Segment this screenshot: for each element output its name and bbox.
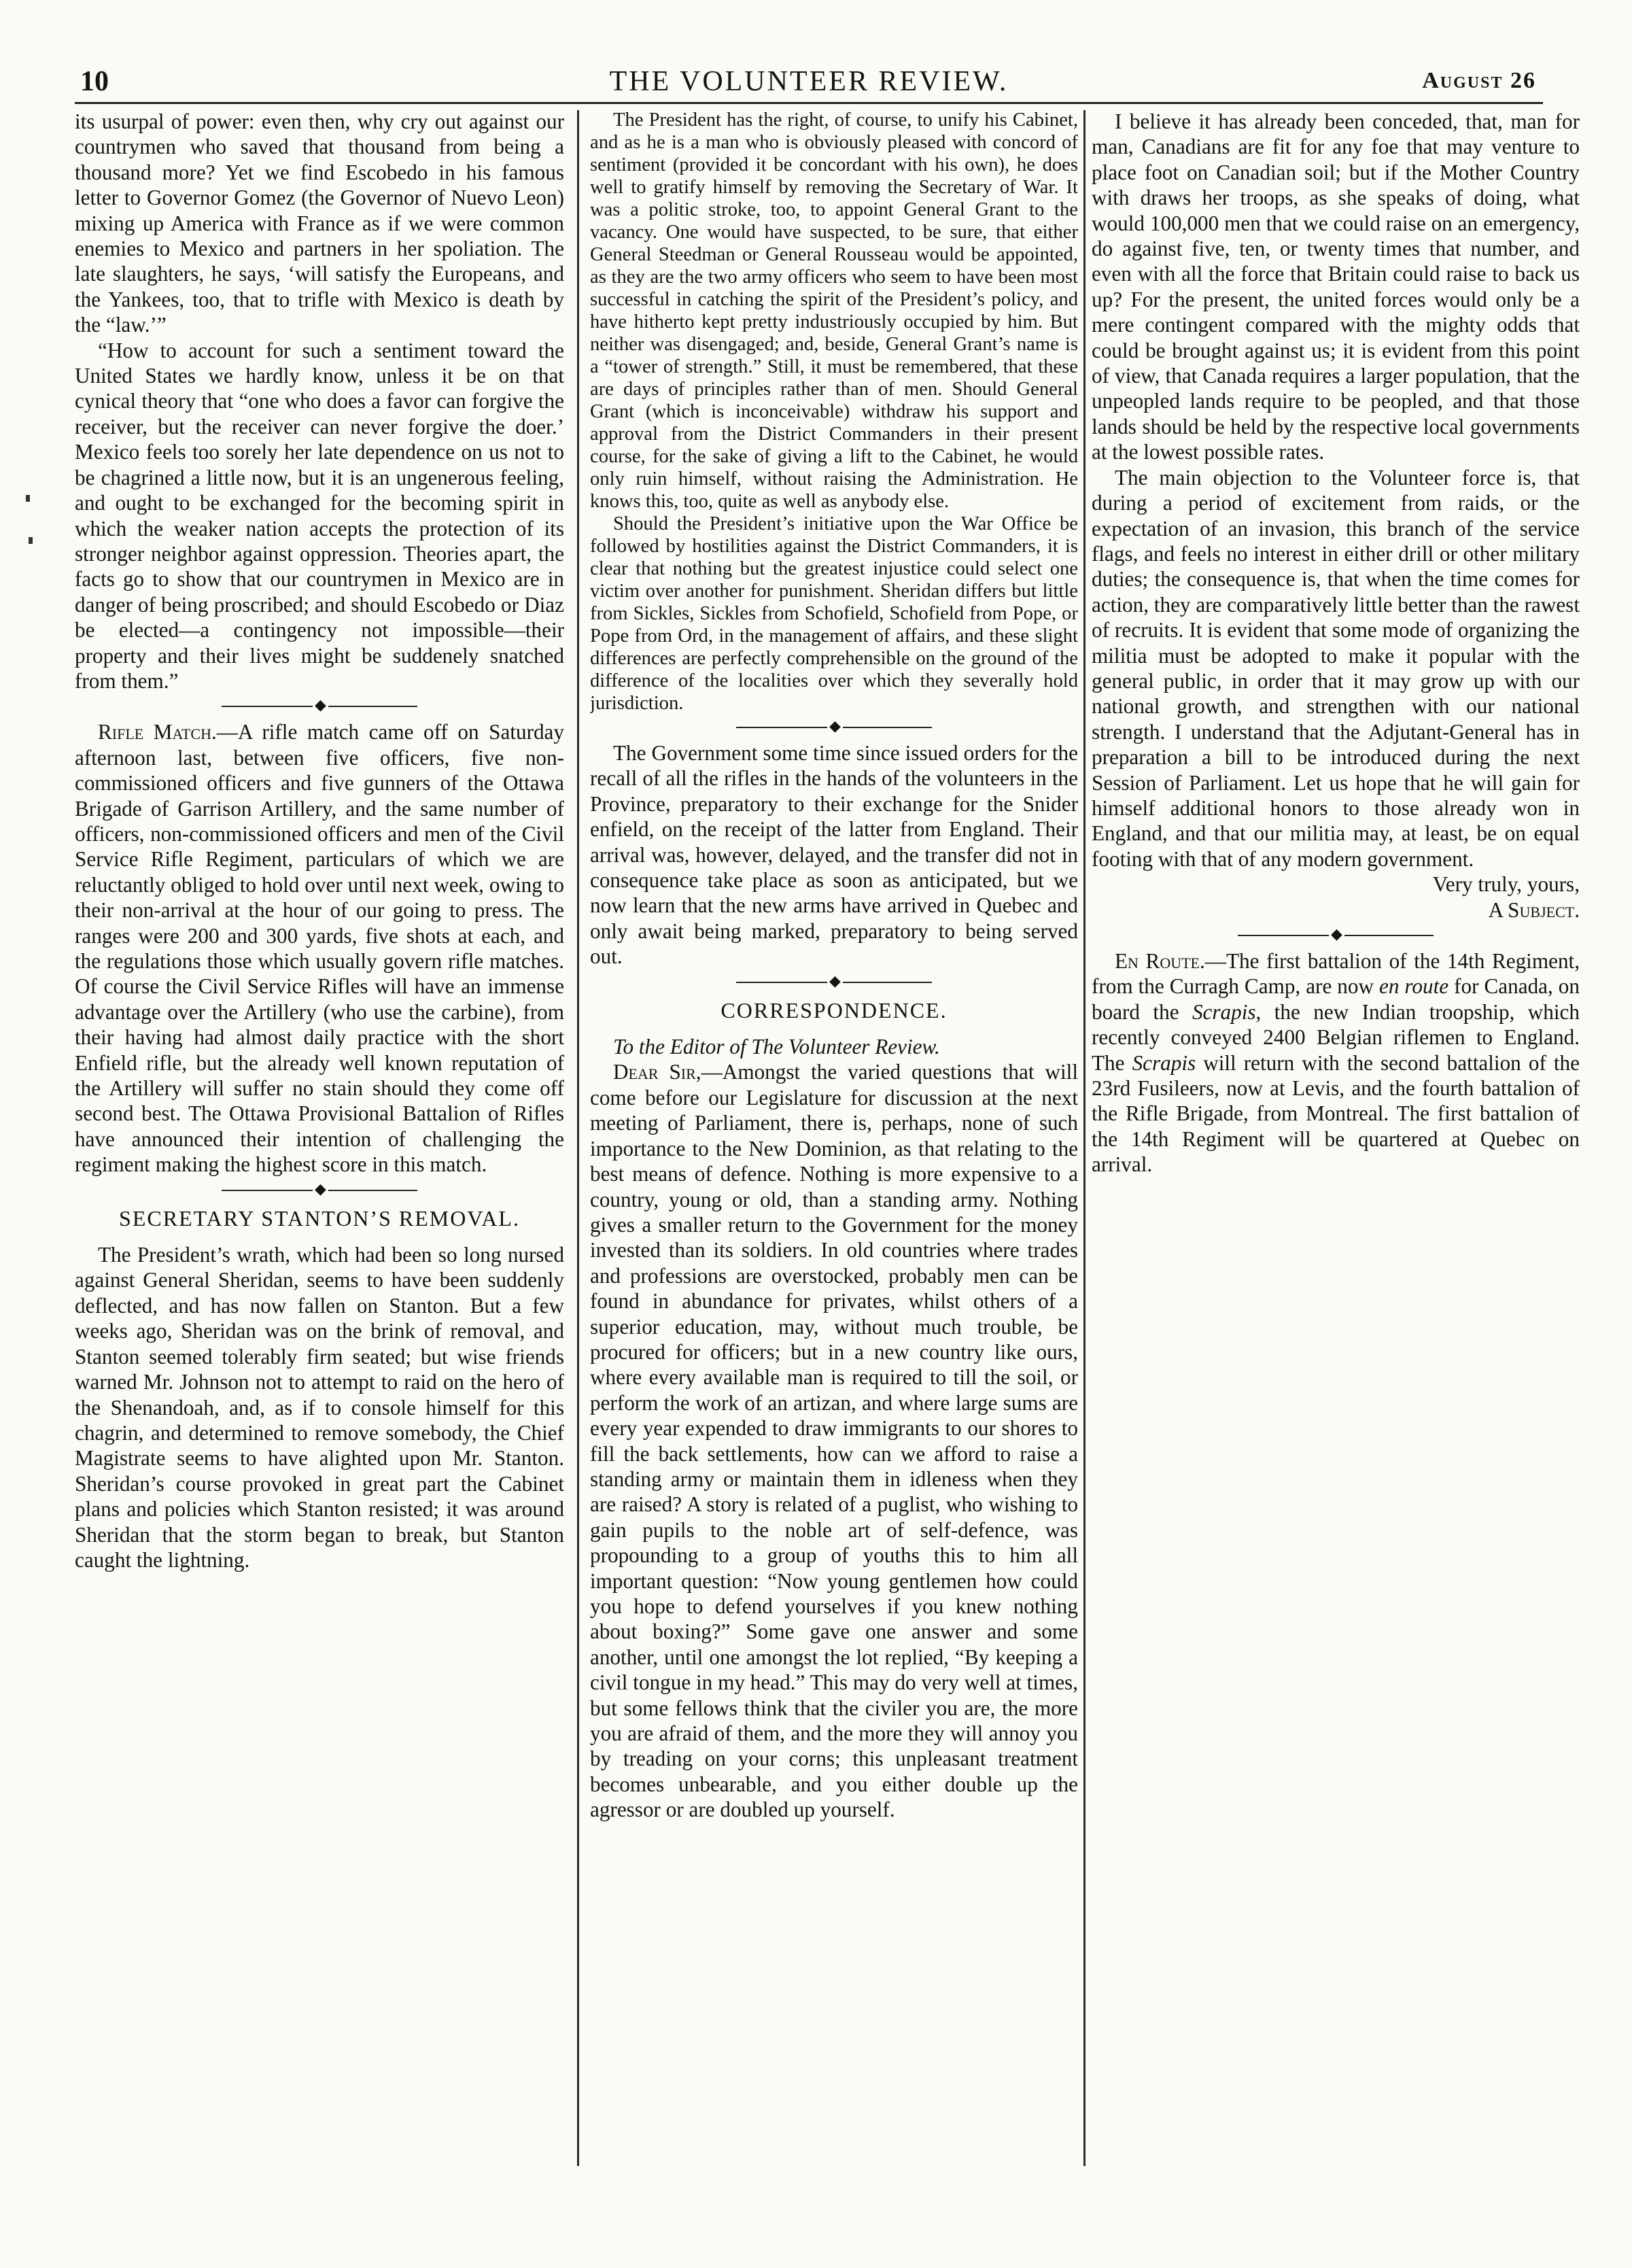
stanton-article-paragraph: The President has the right, of course, to unify his Cabinet, and as he is a man who is obviously pleased with concord of sentiment (provided it be concordant with his own), he does well to gratify himself by removing the Secretary of War. It was a politic stroke, too, to appoint General Grant to the vacancy. One would have suspected, to be sure, that either General Steedman or General Rousseau would be appointed, as they are the two army officers who seem to have been most successful in catching the spirit of the President’s policy, and have hitherto kept pretty industriously occupied by him. But neither was disengaged; and, beside, General Grant’s name is a “tower of strength.” Still, it must be remembered, that these are days of principles rather than of men. Should General Grant (which is inconceivable) withdraw his support and approval from the District Commanders in their present course, for the sake of giving a lift to the Cabinet, he would only ruin himself, without raising the Administration. He knows this, too, quite as well as anybody else.	[590, 109, 1078, 512]
en-route-heading: En Route.	[1115, 949, 1205, 973]
letter-paragraph: I believe it has already been conceded, that, man for man, Canadians are fit for any foe that may venture to place foot on Canadian soil; but if the Mother Country with draws her troops, as she speaks of doing, what would 100,000 men that we could raise on an emergency, do against five, ten, or twenty times that number, and even with all the force that Britain could raise to back us up? For the present, the united forces would only be a mere contingent compared with the mighty odds that could be brought against us; it is evident from this point of view, that Canada requires a larger population, that the unpeopled lands require to be peopled, and that those lands should be held by the respective local governments at the lowest possible rates.	[1092, 109, 1580, 464]
letter-salutation: To the Editor of The Volunteer Review.	[613, 1035, 940, 1059]
ship-name: Scrapis	[1192, 999, 1256, 1024]
rifle-match-article	[75, 719, 564, 1177]
en-route-text: for Canada, on board the	[1092, 974, 1580, 1024]
letter-paragraph: The main objection to the Volunteer force is, that during a period of excitement from raids, or the expectation of an invasion, this branch of the service flags, and feels no interest in either drill or other military duties; the consequence is, that when the time comes for action, they are comparatively little better than the rawest of recruits. It is evident that some mode of organizing the militia must be adopted to make it popular with the general public, in order that it may grow up with our national growth, and strengthen with our national strength. I understand that the Adjutant-General has in preparation a bill to be introduced during the next Session of Parliament. Let us hope that he will gain for himself additional honors to those already won in England, and that our militia may, at least, be on equal footing with that of any modern government.	[1092, 465, 1580, 871]
margin-speck	[26, 495, 30, 502]
issue-date: August 26	[1422, 68, 1536, 93]
article-separator	[590, 974, 1078, 991]
article-separator	[75, 1182, 564, 1199]
column-rule	[1083, 110, 1086, 2166]
mexico-article-paragraph: its usurpal of power: even then, why cry out against our countrymen who saved that thousand from being a thousand more? Yet we find Escobedo in his famous letter to Governor Gomez (the Governor of Nuevo Leon) mixing up America with France as if we were common enemies to Mexico and partners in her spoliation. The late slaughters, he says, ‘will satisfy the Europeans, and the Yankees, too, that to trifle with Mexico is death by the “law.’”	[75, 109, 564, 337]
rifles-recall-article: The Government some time since issued orders for the recall of all the rifles in the hands of the volunteers in the Province, preparatory to their exchange for the Snider enfield, on the receipt of the latter from England. Their arrival was, however, delayed, and the transfer did not in consequence take place as soon as anticipated, but we now learn that the new arms have arrived in Quebec and only await being marked, preparatory to being served out.	[590, 741, 1078, 969]
masthead-title: THE VOLUNTEER REVIEW.	[609, 66, 1009, 97]
page-header	[75, 63, 1543, 104]
en-route-text: will return with the second battalion of the 23rd Fusileers, now at Levis, and the fourth battalion of the Rifle Brigade, from Montreal. The first battalion of the 14th Regiment will be quartered at Quebec on arrival.	[1092, 1050, 1580, 1177]
stanton-article-heading: SECRETARY STANTON’S REMOVAL.	[119, 1205, 520, 1231]
rifle-match-heading: Rifle Match.	[98, 720, 217, 744]
page-number: 10	[80, 66, 109, 97]
letter-signature: A Subject.	[1488, 897, 1580, 922]
correspondence-heading: CORRESPONDENCE.	[720, 997, 948, 1023]
en-route-text: —The first battalion of the 14th Regiment, from the Curragh Camp, are now	[1092, 949, 1580, 999]
en-route-italic: en route	[1379, 974, 1449, 999]
rifle-match-text: —A rifle match came off on Saturday afternoon last, between five officers, five non-commissioned officers and five gunners of the Ottawa Brigade of Garrison Artillery, and the same number of officers, non-commissioned officers and men of the Civil Service Rifle Regiment, particulars of which we are reluctantly obliged to hold over until next week, owing to their non-arrival at the hour of our going to press. The ranges were 200 and 300 yards, five shots at each, and the regulations those which usually govern rifle matches. Of course the Civil Service Rifles will have an immense advantage over the Artillery (who use the carbine), from their having had almost daily practice with the short Enfield rifle, but the already well known reputation of the Artillery will suffer no stain should they come off second best. The Ottawa Provisional Battalion of Rifles have announced their intention of challenging the regiment making the highest score in this match.	[75, 720, 564, 1177]
mexico-article-paragraph: “How to account for such a sentiment toward the United States we hardly know, unless it be on that cynical theory that “one who does a favor can forgive the receiver, but the receiver can never forgive the doer.’ Mexico feels too sorely her late dependence on us not to be chagrined a little now, but it is an ungenerous feeling, and ought to be exchanged for the becoming spirit in which the weaker nation accepts the protection of its stronger neighbor against oppression. Theories apart, the facts go to show that our countrymen in Mexico are in danger of being proscribed; and should Escobedo or Diaz be elected—a contingency not impossible—their property and their lives might be suddenely snatched from them.”	[75, 338, 564, 693]
ship-name: Scrapis	[1132, 1050, 1196, 1075]
letter-paragraph	[590, 1059, 1078, 1822]
stanton-article-paragraph: Should the President’s initiative upon the War Office be followed by hostilities against the District Commanders, it is clear that nothing but the greatest injustice could select one victim over another for punishment. Sheridan differs but little from Sickles, Sickles from Schofield, Schofield from Pope, or Pope from Ord, in the management of affairs, and these slight differences are perfectly comprehensible on the ground of the difference of the localities over which they severally hold jurisdiction.	[590, 513, 1078, 714]
stanton-article-paragraph: The President’s wrath, which had been so long nursed against General Sheridan, seems to have been suddenly deflected, and has now fallen on Stanton. But a few weeks ago, Sheridan was on the brink of removal, and Stanton seemed tolerably firm seated; but wise friends warned Mr. Johnson not to attempt to raid on the hero of the Shenandoah, and, as if to console himself for this chagrin, and determined to remove somebody, the Chief Magistrate seems to have alighted upon Mr. Stanton. Sheridan’s course provoked in great part the Cabinet plans and policies which Stanton resisted; it was around Sheridan that the storm began to break, but Stanton caught the lightning.	[75, 1243, 564, 1572]
column-2	[590, 109, 1078, 2166]
en-route-text: , the new Indian troopship, which recently conveyed 2400 Belgian riflemen to England. The	[1092, 999, 1580, 1075]
letter-body-text: —Amongst the varied questions that will come before our Legislature for discussion at the next meeting of Parliament, there is, perhaps, none of such importance to the New Dominion, as that relating to the best means of defence. Nothing is more expensive to a country, young or old, than a standing army. Nothing gives a smaller return to the Government for the money invested than its soldiers. In old countries where trades and professions are overstocked, probably men can be found in abundance for privates, whilst others of a superior education, may, without much trouble, be procured for officers; but in a new country like ours, where every available man is required to till the soil, or perform the work of an artizan, and where large sums are every year expended to draw immigrants to our shores to fill the back settlements, how can we afford to raise a standing army or maintain them in idleness when they are raised? A story is related of a puglist, who wishing to gain pupils to the noble art of self-defence, was propounding to a group of youths this to him all important question: “Now young gentlemen how could you hope to defend yourselves if you knew nothing about boxing?” Some gave one answer and some another, until one amongst the lot replied, “By keeping a civil tongue in my head.” This may do very well at times, but some fellows think that the civiler you are, the more you are afraid of them, and the more they will annoy you by treading on your corns; this unpleasant treatment becomes unbearable, and you either double up the agressor or are doubled up yourself.	[590, 1060, 1078, 1822]
column-rule	[577, 110, 579, 2166]
margin-speck	[29, 537, 33, 544]
article-separator	[1092, 927, 1580, 944]
letter-closing: Very truly, yours,	[1432, 872, 1580, 897]
en-route-article	[1092, 948, 1580, 1178]
article-separator	[75, 698, 564, 715]
column-3	[1092, 109, 1580, 2166]
column-1	[75, 109, 564, 2166]
article-separator	[590, 719, 1078, 736]
letter-dear-sir: Dear Sir,	[613, 1060, 701, 1084]
